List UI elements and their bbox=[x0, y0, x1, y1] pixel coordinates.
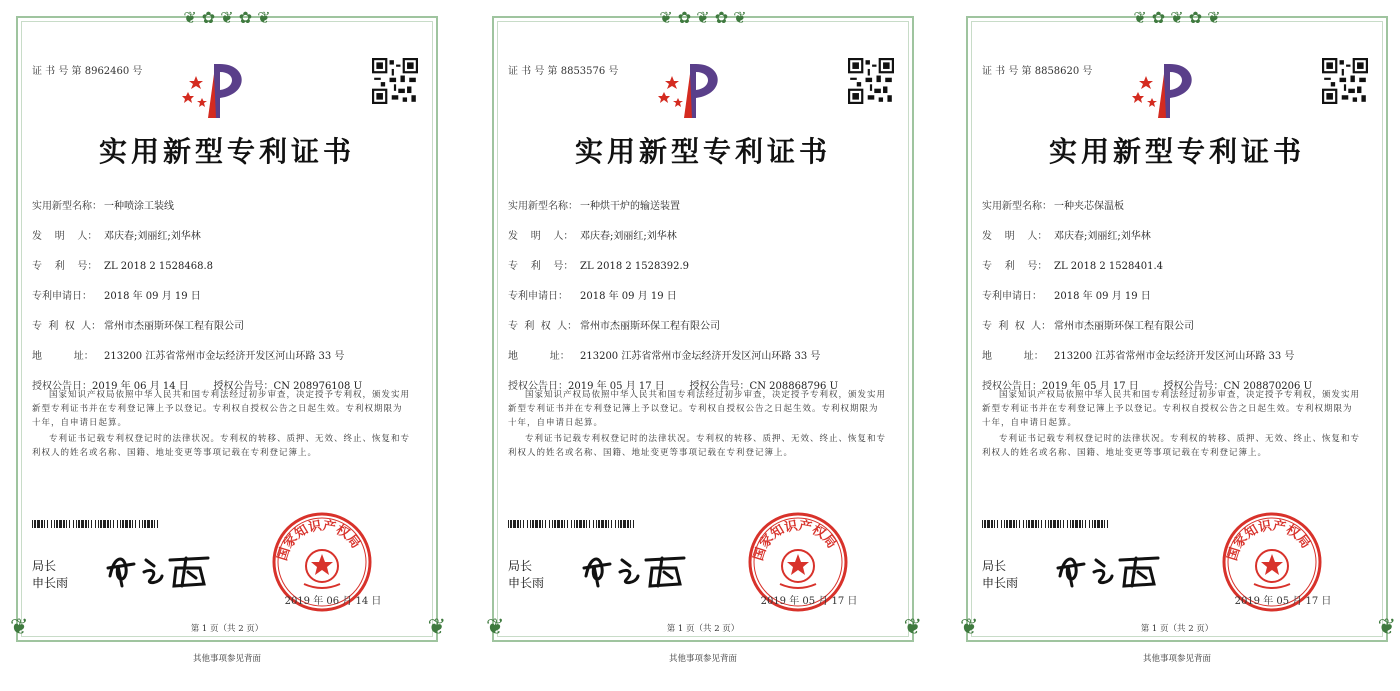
barcode-bar bbox=[552, 520, 553, 528]
qr-code-icon bbox=[1322, 58, 1368, 104]
barcode-bar bbox=[1045, 520, 1046, 528]
corner-ornament-icon: ❦ bbox=[427, 615, 444, 640]
top-ornament-icon: ❦ ✿ ❦ ✿ ❦ bbox=[1133, 8, 1221, 27]
barcode-bar bbox=[574, 520, 575, 528]
patent-number: ZL 2018 2 1528468.8 bbox=[104, 261, 214, 272]
barcode-bar bbox=[567, 520, 568, 528]
barcode-bar bbox=[1048, 520, 1049, 528]
barcode-bar bbox=[59, 520, 62, 528]
cnipa-logo-icon bbox=[1128, 54, 1208, 124]
barcode-bar bbox=[120, 520, 121, 528]
barcode-bar bbox=[44, 520, 45, 528]
seal-date: 2019 年 06 月 14 日 bbox=[284, 596, 382, 607]
address: 213200 江苏省常州市金坛经济开发区河山环路 33 号 bbox=[580, 351, 821, 362]
paragraph: 国家知识产权局依照中华人民共和国专利法经过初步审查，决定授予专利权，颁发实用新型专利证书并在专利登记簿上予以登记。专利权自授权公告之日起生效。专利权期限为十年，自申请日起算。 bbox=[508, 390, 887, 428]
barcode-bar bbox=[103, 520, 106, 528]
certificate-fields bbox=[508, 200, 902, 410]
barcode-bar bbox=[527, 520, 528, 528]
barcode-bar bbox=[583, 520, 585, 528]
signer-block bbox=[508, 558, 544, 592]
barcode-bar bbox=[1031, 520, 1034, 528]
barcode-bar bbox=[1072, 520, 1074, 528]
field-label: 地 址： bbox=[982, 351, 1044, 362]
barcode-bar bbox=[608, 520, 609, 528]
patent-certificate bbox=[8, 10, 446, 650]
barcode-bar bbox=[620, 520, 622, 528]
utility-model-name: 一种喷涂工装线 bbox=[104, 201, 174, 212]
barcode-bar bbox=[1009, 520, 1012, 528]
barcode-bar bbox=[69, 520, 70, 528]
barcode-bar bbox=[66, 520, 67, 528]
address: 213200 江苏省常州市金坛经济开发区河山环路 33 号 bbox=[104, 351, 345, 362]
field-label: 实用新型名称： bbox=[982, 201, 1052, 212]
barcode-bar bbox=[564, 520, 565, 528]
barcode-bar bbox=[32, 520, 33, 528]
barcode-bar bbox=[1097, 520, 1100, 528]
barcode-bar bbox=[1016, 520, 1017, 528]
barcode-bar bbox=[1060, 520, 1061, 528]
barcode-bar bbox=[110, 520, 111, 528]
patent-certificate bbox=[484, 10, 922, 650]
field-label: 授权公告日： bbox=[508, 381, 568, 392]
page-number: 第 1 页（共 2 页） bbox=[190, 624, 264, 634]
page-number: 第 1 页（共 2 页） bbox=[666, 624, 740, 634]
barcode-bar bbox=[144, 520, 146, 528]
page-number: 第 1 页（共 2 页） bbox=[1140, 624, 1214, 634]
barcode-bar bbox=[1026, 520, 1027, 528]
barcode-bar bbox=[51, 520, 52, 528]
application-date: 2018 年 09 月 19 日 bbox=[104, 291, 201, 302]
seal-text: 国家知识产权局 bbox=[275, 518, 364, 563]
field-label: 实用新型名称： bbox=[508, 201, 578, 212]
patentee: 常州市杰丽斯环保工程有限公司 bbox=[104, 321, 244, 332]
barcode-bar bbox=[994, 520, 995, 528]
patentee: 常州市杰丽斯环保工程有限公司 bbox=[1054, 321, 1194, 332]
patentee: 常州市杰丽斯环保工程有限公司 bbox=[580, 321, 720, 332]
barcode-bar bbox=[95, 520, 96, 528]
barcode-bar bbox=[596, 520, 597, 528]
barcode-bar bbox=[557, 520, 560, 528]
signer-block bbox=[982, 558, 1018, 592]
cnipa-logo-icon bbox=[178, 54, 258, 124]
barcode-bar bbox=[549, 520, 550, 528]
handwritten-signature-icon bbox=[576, 546, 696, 590]
certificate-title: 实用新型专利证书 bbox=[1048, 135, 1305, 168]
barcode-bar bbox=[135, 520, 136, 528]
signer-name: 申长雨 bbox=[32, 576, 69, 590]
grant-date: 2019 年 05 月 17 日 bbox=[568, 381, 665, 392]
field-label: 专 利 号： bbox=[508, 261, 574, 272]
field-label: 授权公告号： bbox=[213, 381, 274, 392]
grant-number: CN 208868796 U bbox=[749, 381, 838, 392]
barcode-bar bbox=[54, 520, 55, 528]
certificate-fields bbox=[32, 200, 426, 410]
barcode-bar bbox=[598, 520, 600, 528]
barcode-bar bbox=[1057, 520, 1059, 528]
certificate-number: 证 书 号 第 8853576 号 bbox=[508, 66, 619, 77]
utility-model-name: 一种夹芯保温板 bbox=[1054, 201, 1124, 212]
barcode-bar bbox=[129, 520, 131, 528]
barcode-bar bbox=[132, 520, 133, 528]
barcode-bar bbox=[1004, 520, 1005, 528]
signer-block bbox=[32, 558, 68, 592]
signer-name: 申长雨 bbox=[982, 576, 1019, 590]
barcode-bar bbox=[85, 520, 87, 528]
barcode-bar bbox=[1019, 520, 1020, 528]
signer-title: 局长 bbox=[982, 559, 1007, 573]
barcode-bar bbox=[561, 520, 563, 528]
barcode-bar bbox=[571, 520, 572, 528]
barcode-bar bbox=[117, 520, 118, 528]
field-label: 专 利 权 人： bbox=[982, 321, 1052, 332]
barcode-bar bbox=[56, 520, 58, 528]
paragraph: 国家知识产权局依照中华人民共和国专利法经过初步审查，决定授予专利权，颁发实用新型专利证书并在专利登记簿上予以登记。专利权自授权公告之日起生效。专利权期限为十年，自申请日起算。 bbox=[32, 390, 411, 428]
application-date: 2018 年 09 月 19 日 bbox=[1054, 291, 1151, 302]
barcode-bar bbox=[142, 520, 143, 528]
barcode-bar bbox=[1050, 520, 1052, 528]
barcode-bar bbox=[147, 520, 150, 528]
barcode-icon bbox=[982, 520, 1112, 528]
barcode-bar bbox=[1053, 520, 1056, 528]
barcode-bar bbox=[1006, 520, 1008, 528]
barcode-bar bbox=[633, 520, 634, 528]
inventors: 邓庆春;刘丽红;刘华林 bbox=[580, 231, 677, 242]
barcode-bar bbox=[618, 520, 619, 528]
certificate-fields bbox=[982, 200, 1376, 410]
barcode-bar bbox=[125, 520, 128, 528]
barcode-bar bbox=[81, 520, 84, 528]
certificate-title: 实用新型专利证书 bbox=[98, 135, 355, 168]
barcode-bar bbox=[576, 520, 578, 528]
barcode-bar bbox=[627, 520, 629, 528]
barcode-bar bbox=[1094, 520, 1096, 528]
patent-certificate bbox=[958, 10, 1396, 650]
corner-ornament-icon: ❦ bbox=[960, 615, 977, 640]
barcode-bar bbox=[1089, 520, 1090, 528]
barcode-bar bbox=[601, 520, 604, 528]
barcode-bar bbox=[508, 520, 509, 528]
certificate-body-text bbox=[982, 388, 1360, 462]
field-label: 发 明 人： bbox=[32, 231, 98, 242]
grant-date: 2019 年 06 月 14 日 bbox=[92, 381, 189, 392]
grant-number: CN 208870206 U bbox=[1223, 381, 1312, 392]
barcode-bar bbox=[513, 520, 516, 528]
barcode-bar bbox=[593, 520, 594, 528]
corner-ornament-icon: ❦ bbox=[903, 615, 920, 640]
barcode-bar bbox=[605, 520, 607, 528]
footer-note: 其他事项参见背面 bbox=[192, 654, 261, 664]
barcode-bar bbox=[630, 520, 631, 528]
barcode-bar bbox=[91, 520, 92, 528]
barcode-bar bbox=[1107, 520, 1108, 528]
barcode-bar bbox=[41, 520, 43, 528]
certificate-title: 实用新型专利证书 bbox=[574, 135, 831, 168]
seal-text: 国家知识产权局 bbox=[1225, 518, 1314, 563]
barcode-bar bbox=[1101, 520, 1103, 528]
barcode-bar bbox=[510, 520, 512, 528]
barcode-bar bbox=[63, 520, 65, 528]
barcode-bar bbox=[984, 520, 986, 528]
field-label: 专利申请日： bbox=[508, 291, 568, 302]
barcode-bar bbox=[1092, 520, 1093, 528]
paragraph: 专利证书记载专利权登记时的法律状况。专利权的转移、质押、无效、终止、恢复和专利权人的姓名或名称、国籍、地址变更等事项记载在专利登记簿上。 bbox=[982, 434, 1361, 458]
signer-title: 局长 bbox=[508, 559, 533, 573]
barcode-bar bbox=[78, 520, 80, 528]
barcode-bar bbox=[579, 520, 582, 528]
field-label: 专利申请日： bbox=[32, 291, 92, 302]
barcode-icon bbox=[508, 520, 638, 528]
cnipa-logo-icon bbox=[654, 54, 734, 124]
barcode-bar bbox=[151, 520, 153, 528]
barcode-bar bbox=[98, 520, 99, 528]
barcode-bar bbox=[520, 520, 521, 528]
handwritten-signature-icon bbox=[100, 546, 220, 590]
field-label: 专 利 权 人： bbox=[508, 321, 578, 332]
barcode-bar bbox=[1082, 520, 1083, 528]
signer-name: 申长雨 bbox=[508, 576, 545, 590]
qr-code-icon bbox=[848, 58, 894, 104]
barcode-bar bbox=[107, 520, 109, 528]
barcode-bar bbox=[542, 520, 543, 528]
barcode-bar bbox=[545, 520, 546, 528]
field-label: 专 利 号： bbox=[32, 261, 98, 272]
barcode-bar bbox=[1063, 520, 1064, 528]
corner-ornament-icon: ❦ bbox=[1377, 615, 1394, 640]
barcode-bar bbox=[586, 520, 587, 528]
barcode-bar bbox=[997, 520, 998, 528]
patent-number: ZL 2018 2 1528392.9 bbox=[580, 261, 690, 272]
barcode-bar bbox=[1067, 520, 1068, 528]
certificate-number: 证 书 号 第 8858620 号 bbox=[982, 66, 1093, 77]
seal-date: 2019 年 05 月 17 日 bbox=[760, 596, 858, 607]
address: 213200 江苏省常州市金坛经济开发区河山环路 33 号 bbox=[1054, 351, 1295, 362]
barcode-bar bbox=[1013, 520, 1015, 528]
barcode-bar bbox=[611, 520, 612, 528]
barcode-bar bbox=[139, 520, 140, 528]
barcode-icon bbox=[32, 520, 162, 528]
barcode-bar bbox=[1035, 520, 1037, 528]
barcode-bar bbox=[73, 520, 74, 528]
barcode-bar bbox=[523, 520, 524, 528]
barcode-bar bbox=[987, 520, 990, 528]
field-label: 授权公告日： bbox=[982, 381, 1042, 392]
barcode-bar bbox=[88, 520, 89, 528]
barcode-bar bbox=[113, 520, 114, 528]
paragraph: 国家知识产权局依照中华人民共和国专利法经过初步审查，决定授予专利权，颁发实用新型专利证书并在专利登记簿上予以登记。专利权自授权公告之日起生效。专利权期限为十年，自申请日起算。 bbox=[982, 390, 1361, 428]
barcode-bar bbox=[1028, 520, 1030, 528]
barcode-bar bbox=[623, 520, 626, 528]
barcode-bar bbox=[37, 520, 40, 528]
field-label: 地 址： bbox=[508, 351, 570, 362]
footer-note: 其他事项参见背面 bbox=[1142, 654, 1211, 664]
certificate-body-text bbox=[508, 388, 886, 462]
application-date: 2018 年 09 月 19 日 bbox=[580, 291, 677, 302]
barcode-bar bbox=[982, 520, 983, 528]
barcode-bar bbox=[1001, 520, 1002, 528]
paragraph: 专利证书记载专利权登记时的法律状况。专利权的转移、质押、无效、终止、恢复和专利权人的姓名或名称、国籍、地址变更等事项记载在专利登记簿上。 bbox=[32, 434, 411, 458]
barcode-bar bbox=[532, 520, 534, 528]
grant-number: CN 208976108 U bbox=[273, 381, 362, 392]
inventors: 邓庆春;刘丽红;刘华林 bbox=[104, 231, 201, 242]
paragraph: 专利证书记载专利权登记时的法律状况。专利权的转移、质押、无效、终止、恢复和专利权人的姓名或名称、国籍、地址变更等事项记载在专利登记簿上。 bbox=[508, 434, 887, 458]
signer-title: 局长 bbox=[32, 559, 57, 573]
barcode-bar bbox=[1075, 520, 1078, 528]
field-label: 授权公告号： bbox=[689, 381, 750, 392]
barcode-bar bbox=[530, 520, 531, 528]
field-label: 专 利 号： bbox=[982, 261, 1048, 272]
utility-model-name: 一种烘干炉的输送装置 bbox=[580, 201, 680, 212]
grant-date: 2019 年 05 月 17 日 bbox=[1042, 381, 1139, 392]
barcode-bar bbox=[1085, 520, 1086, 528]
qr-code-icon bbox=[372, 58, 418, 104]
corner-ornament-icon: ❦ bbox=[10, 615, 27, 640]
barcode-bar bbox=[991, 520, 993, 528]
field-label: 发 明 人： bbox=[508, 231, 574, 242]
barcode-bar bbox=[615, 520, 616, 528]
barcode-bar bbox=[1079, 520, 1081, 528]
barcode-bar bbox=[47, 520, 48, 528]
inventors: 邓庆春;刘丽红;刘华林 bbox=[1054, 231, 1151, 242]
certificate-body-text bbox=[32, 388, 410, 462]
field-label: 实用新型名称： bbox=[32, 201, 102, 212]
barcode-bar bbox=[517, 520, 519, 528]
field-label: 地 址： bbox=[32, 351, 94, 362]
barcode-bar bbox=[589, 520, 590, 528]
barcode-bar bbox=[1038, 520, 1039, 528]
seal-text: 国家知识产权局 bbox=[751, 518, 840, 563]
barcode-bar bbox=[1023, 520, 1024, 528]
barcode-bar bbox=[1041, 520, 1042, 528]
seal-date: 2019 年 05 月 17 日 bbox=[1234, 596, 1332, 607]
barcode-bar bbox=[100, 520, 102, 528]
field-label: 授权公告号： bbox=[1163, 381, 1224, 392]
barcode-bar bbox=[76, 520, 77, 528]
barcode-bar bbox=[1104, 520, 1105, 528]
barcode-bar bbox=[154, 520, 155, 528]
certificate-number: 证 书 号 第 8962460 号 bbox=[32, 66, 143, 77]
field-label: 专利申请日： bbox=[982, 291, 1042, 302]
top-ornament-icon: ❦ ✿ ❦ ✿ ❦ bbox=[659, 8, 747, 27]
field-label: 专 利 权 人： bbox=[32, 321, 102, 332]
barcode-bar bbox=[535, 520, 538, 528]
handwritten-signature-icon bbox=[1050, 546, 1170, 590]
barcode-bar bbox=[34, 520, 36, 528]
barcode-bar bbox=[1070, 520, 1071, 528]
barcode-bar bbox=[554, 520, 556, 528]
corner-ornament-icon: ❦ bbox=[486, 615, 503, 640]
barcode-bar bbox=[122, 520, 124, 528]
footer-note: 其他事项参见背面 bbox=[668, 654, 737, 664]
field-label: 授权公告日： bbox=[32, 381, 92, 392]
field-label: 发 明 人： bbox=[982, 231, 1048, 242]
top-ornament-icon: ❦ ✿ ❦ ✿ ❦ bbox=[183, 8, 271, 27]
barcode-bar bbox=[539, 520, 541, 528]
barcode-bar bbox=[157, 520, 158, 528]
patent-number: ZL 2018 2 1528401.4 bbox=[1054, 261, 1164, 272]
